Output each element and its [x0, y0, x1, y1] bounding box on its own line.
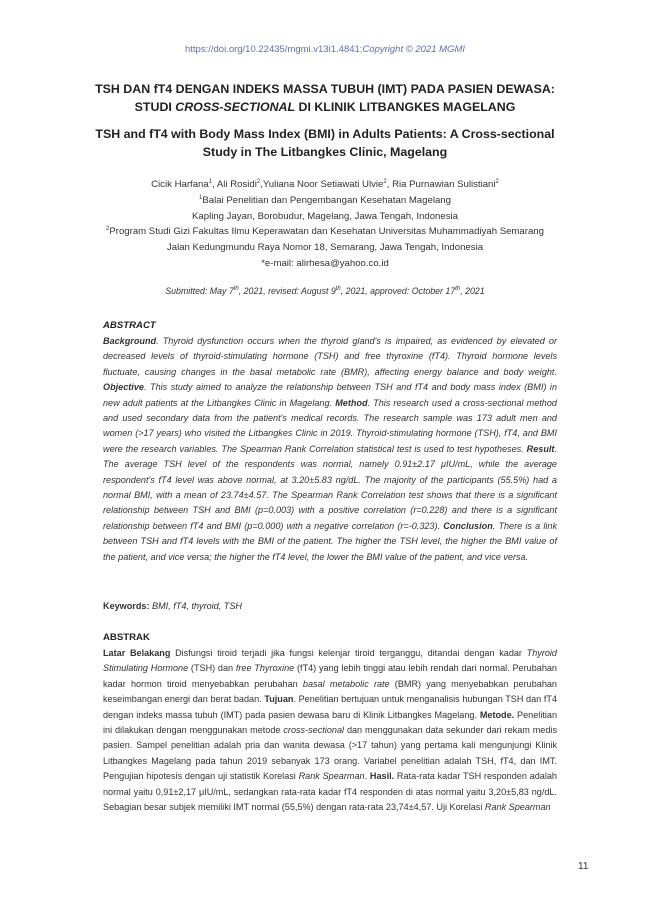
- text-hasil-1: Rata-rata kadar TSH responden adalah normal yaitu 0,91±2,17 μIU/mL, sedangkan rata-rata kadar fT4 responden di atas normal yaitu 3,20±5,83 ng/dL. Sebagian besar subjek memiliki IMT normal (55,5%) dengan rata-rata 23,74±4,57. Uji Korelasi: [103, 771, 557, 813]
- author-2: , Ali Rosidi: [212, 179, 257, 190]
- label-result: Result: [526, 443, 555, 454]
- author-2-sup: 2: [256, 178, 261, 185]
- author-block: [40, 177, 610, 272]
- date-revised-sup: th: [335, 286, 341, 293]
- submission-dates: [0, 286, 650, 296]
- label-objective: Objective: [103, 382, 144, 393]
- affiliation-2: [40, 224, 610, 240]
- author-1-sup: 1: [208, 178, 213, 185]
- date-submitted: Submitted: May 7: [165, 286, 234, 296]
- affiliation-2-sup: 2: [106, 226, 110, 233]
- affiliation-2-address: Jalan Kedungmundu Raya Nomor 18, Semarang, Jawa Tengah, Indonesia: [166, 242, 484, 254]
- text-lb-i1: Thyroid Stimulating Hormone: [103, 648, 557, 674]
- text-lb-2: (TSH) dan: [188, 663, 236, 674]
- author-list: [40, 177, 610, 193]
- label-metode: Metode.: [479, 709, 515, 720]
- affiliation-2-name: Program Studi Gizi Fakultas Ilmu Keperawatan dan Kesehatan Universitas Muhammadiyah Semarang: [109, 226, 544, 238]
- date-approved: , 2021, approved: October 17: [340, 286, 456, 296]
- text-hasil-i1: Rank Spearman: [484, 802, 551, 813]
- author-3-sup: 2: [383, 178, 387, 185]
- text-tujuan: . Penelitian bertujuan untuk menganalisis hubungan TSH dan fT4 dengan indeks massa tubuh (IMT) pada pasien dewasa baru di Klinik Litbangkes Magelang.: [103, 694, 558, 720]
- keywords-value: BMI, fT4, thyroid, TSH: [149, 601, 242, 611]
- doi-link[interactable]: https://doi.org/10.22435/mgmi.v13i1.4841;: [184, 44, 363, 55]
- abstract-english: [103, 320, 557, 565]
- affiliation-1: [40, 193, 610, 209]
- label-background: Background: [103, 336, 157, 346]
- abstract-indonesian: [103, 632, 557, 815]
- corresponding-email[interactable]: *e-mail: alirhesa@yahoo.co.id: [261, 257, 389, 269]
- date-tail: , 2021: [460, 286, 485, 296]
- text-metode-2: dan menggunakan data sekunder dari rekam medis pasien. Sampel penelitian adalah pria dan wanita dewasa (>17 tahun) yang pertama kali mengunjungi Klinik Litbangkes Magelang pada tahun 2019 sebanyak 173 orang. Variabel penelitian adalah TSH, fT4, dan IMT. Pengujian hipotesis dengan uji statistik Korelasi: [103, 725, 557, 782]
- label-latar-belakang: Latar Belakang: [103, 648, 171, 658]
- date-revised: , 2021, revised: August 9: [238, 286, 336, 296]
- text-metode-i1: cross-sectional: [283, 725, 345, 736]
- text-method: . This research used a cross-sectional method and used secondary data from the patient's medical records. The research sample was 173 adult men and women (>17 years) who visited the Litbangkes Clinic in 2019. Thyroid-stimulating hormone (TSH), fT4, and BMI were the research variables. The Spearman Rank Correlation statistical test is used to test hypotheses.: [103, 397, 557, 454]
- author-4-sup: 2: [495, 178, 499, 185]
- keywords-label: Keywords:: [103, 601, 150, 611]
- title-english: [60, 125, 590, 161]
- affiliation-1-name: Balai Penelitian dan Pengembangan Kesehatan Magelang: [202, 194, 451, 206]
- text-lb-3: (fT4) yang lebih tinggi atau lebih rendah dari normal. Perubahan kadar hormon tiroid menyebabkan perubahan: [103, 663, 557, 689]
- author-1: Cicik Harfana: [151, 179, 209, 190]
- label-tujuan: Tujuan: [264, 694, 294, 705]
- title-id-line2-post: DI KLINIK LITBANGKES MAGELANG: [295, 100, 516, 114]
- doi-line: [0, 44, 650, 55]
- label-method: Method: [335, 397, 368, 408]
- page-number: 11: [578, 861, 589, 872]
- copyright-notice: Copyright © 2021 MGMI: [362, 44, 466, 55]
- text-metode-i2: Rank Spearman: [298, 771, 365, 782]
- title-id-line2-pre: STUDI: [134, 100, 176, 114]
- label-conclusion: Conclusion: [443, 520, 493, 531]
- title-indonesian: [60, 80, 590, 116]
- date-submitted-sup: th: [233, 286, 239, 293]
- text-lb-4: (BMR) yang menyebabkan perubahan keseimbangan energi dan berat badan.: [103, 678, 557, 705]
- affiliation-1-address: Kapling Jayan, Borobudur, Magelang, Jawa Tengah, Indonesia: [192, 210, 458, 222]
- text-lb-1: Disfungsi tiroid terjadi jika fungsi kelenjar tiroid terganggu, ditandai dengan kadar: [170, 648, 527, 658]
- title-en-line2: Study in The Litbangkes Clinic, Magelang: [202, 145, 448, 159]
- keywords: [103, 601, 557, 611]
- text-objective: . This study aimed to analyze the relationship between TSH and fT4 and body mass index (BMI) in new adult patients at the Litbangkes Clinic in Magelang.: [103, 382, 557, 408]
- abstrak-heading: ABSTRAK: [103, 632, 150, 643]
- label-hasil: Hasil.: [369, 771, 395, 782]
- text-conclusion: . There is a link between TSH and fT4 levels with the BMI of the patient. The higher the TSH level, the higher the BMI value of the patient, and vice versa; the higher the fT4 level, the lower the BMI value of the patient, and vice versa.: [103, 520, 557, 562]
- abstract-body: [103, 334, 557, 565]
- text-lb-i3: basal metabolic rate: [302, 678, 390, 689]
- abstrak-body: [103, 646, 557, 815]
- text-metode-3: .: [364, 771, 370, 782]
- author-3: ,Yuliana Noor Setiawati Ulvie: [260, 179, 384, 190]
- title-id-line2: [60, 98, 590, 116]
- text-metode-1: Penelitian ini dilakukan dengan menggunakan metode: [103, 709, 557, 736]
- abstract-heading: ABSTRACT: [103, 320, 156, 331]
- affiliation-1-sup: 1: [199, 194, 203, 201]
- date-approved-sup: th: [455, 286, 461, 293]
- author-4: , Ria Purnawian Sulistiani: [386, 179, 496, 190]
- title-id-line1: TSH DAN fT4 DENGAN INDEKS MASSA TUBUH (IMT) PADA PASIEN DEWASA:: [95, 82, 555, 96]
- text-lb-i2: free Thyroxine: [235, 663, 295, 674]
- text-result: . The average TSH level of the respondents was normal, namely 0.91±2.17 μIU/mL, while the average respondent's fT4 level was above normal, at 3.20±5.83 ng/dL. The majority of the participants (55.5%) had a normal BMI, with a mean of 23.74±4.57. The Spearman Rank Correlation test shows that there is a significant relationship between TSH and BMI (p=0.003) with a positive correlation (r=0.228) and there is a significant relationship between fT4 and BMI (p=0.000) with a negative correlation (r=-0.323).: [103, 443, 557, 531]
- text-background: . Thyroid dysfunction occurs when the thyroid gland's is impaired, as evidenced by elevated or decreased levels of thyroid-stimulating hormone (TSH) and free thyroxine (fT4). Thyroid hormone levels fluctuate, causing changes in the basal metabolic rate (BMR), affecting energy balance and body weight.: [103, 336, 557, 377]
- title-en-line1: TSH and fT4 with Body Mass Index (BMI) in Adults Patients: A Cross-sectional: [95, 127, 555, 141]
- title-id-line2-italic: CROSS-SECTIONAL: [175, 100, 296, 114]
